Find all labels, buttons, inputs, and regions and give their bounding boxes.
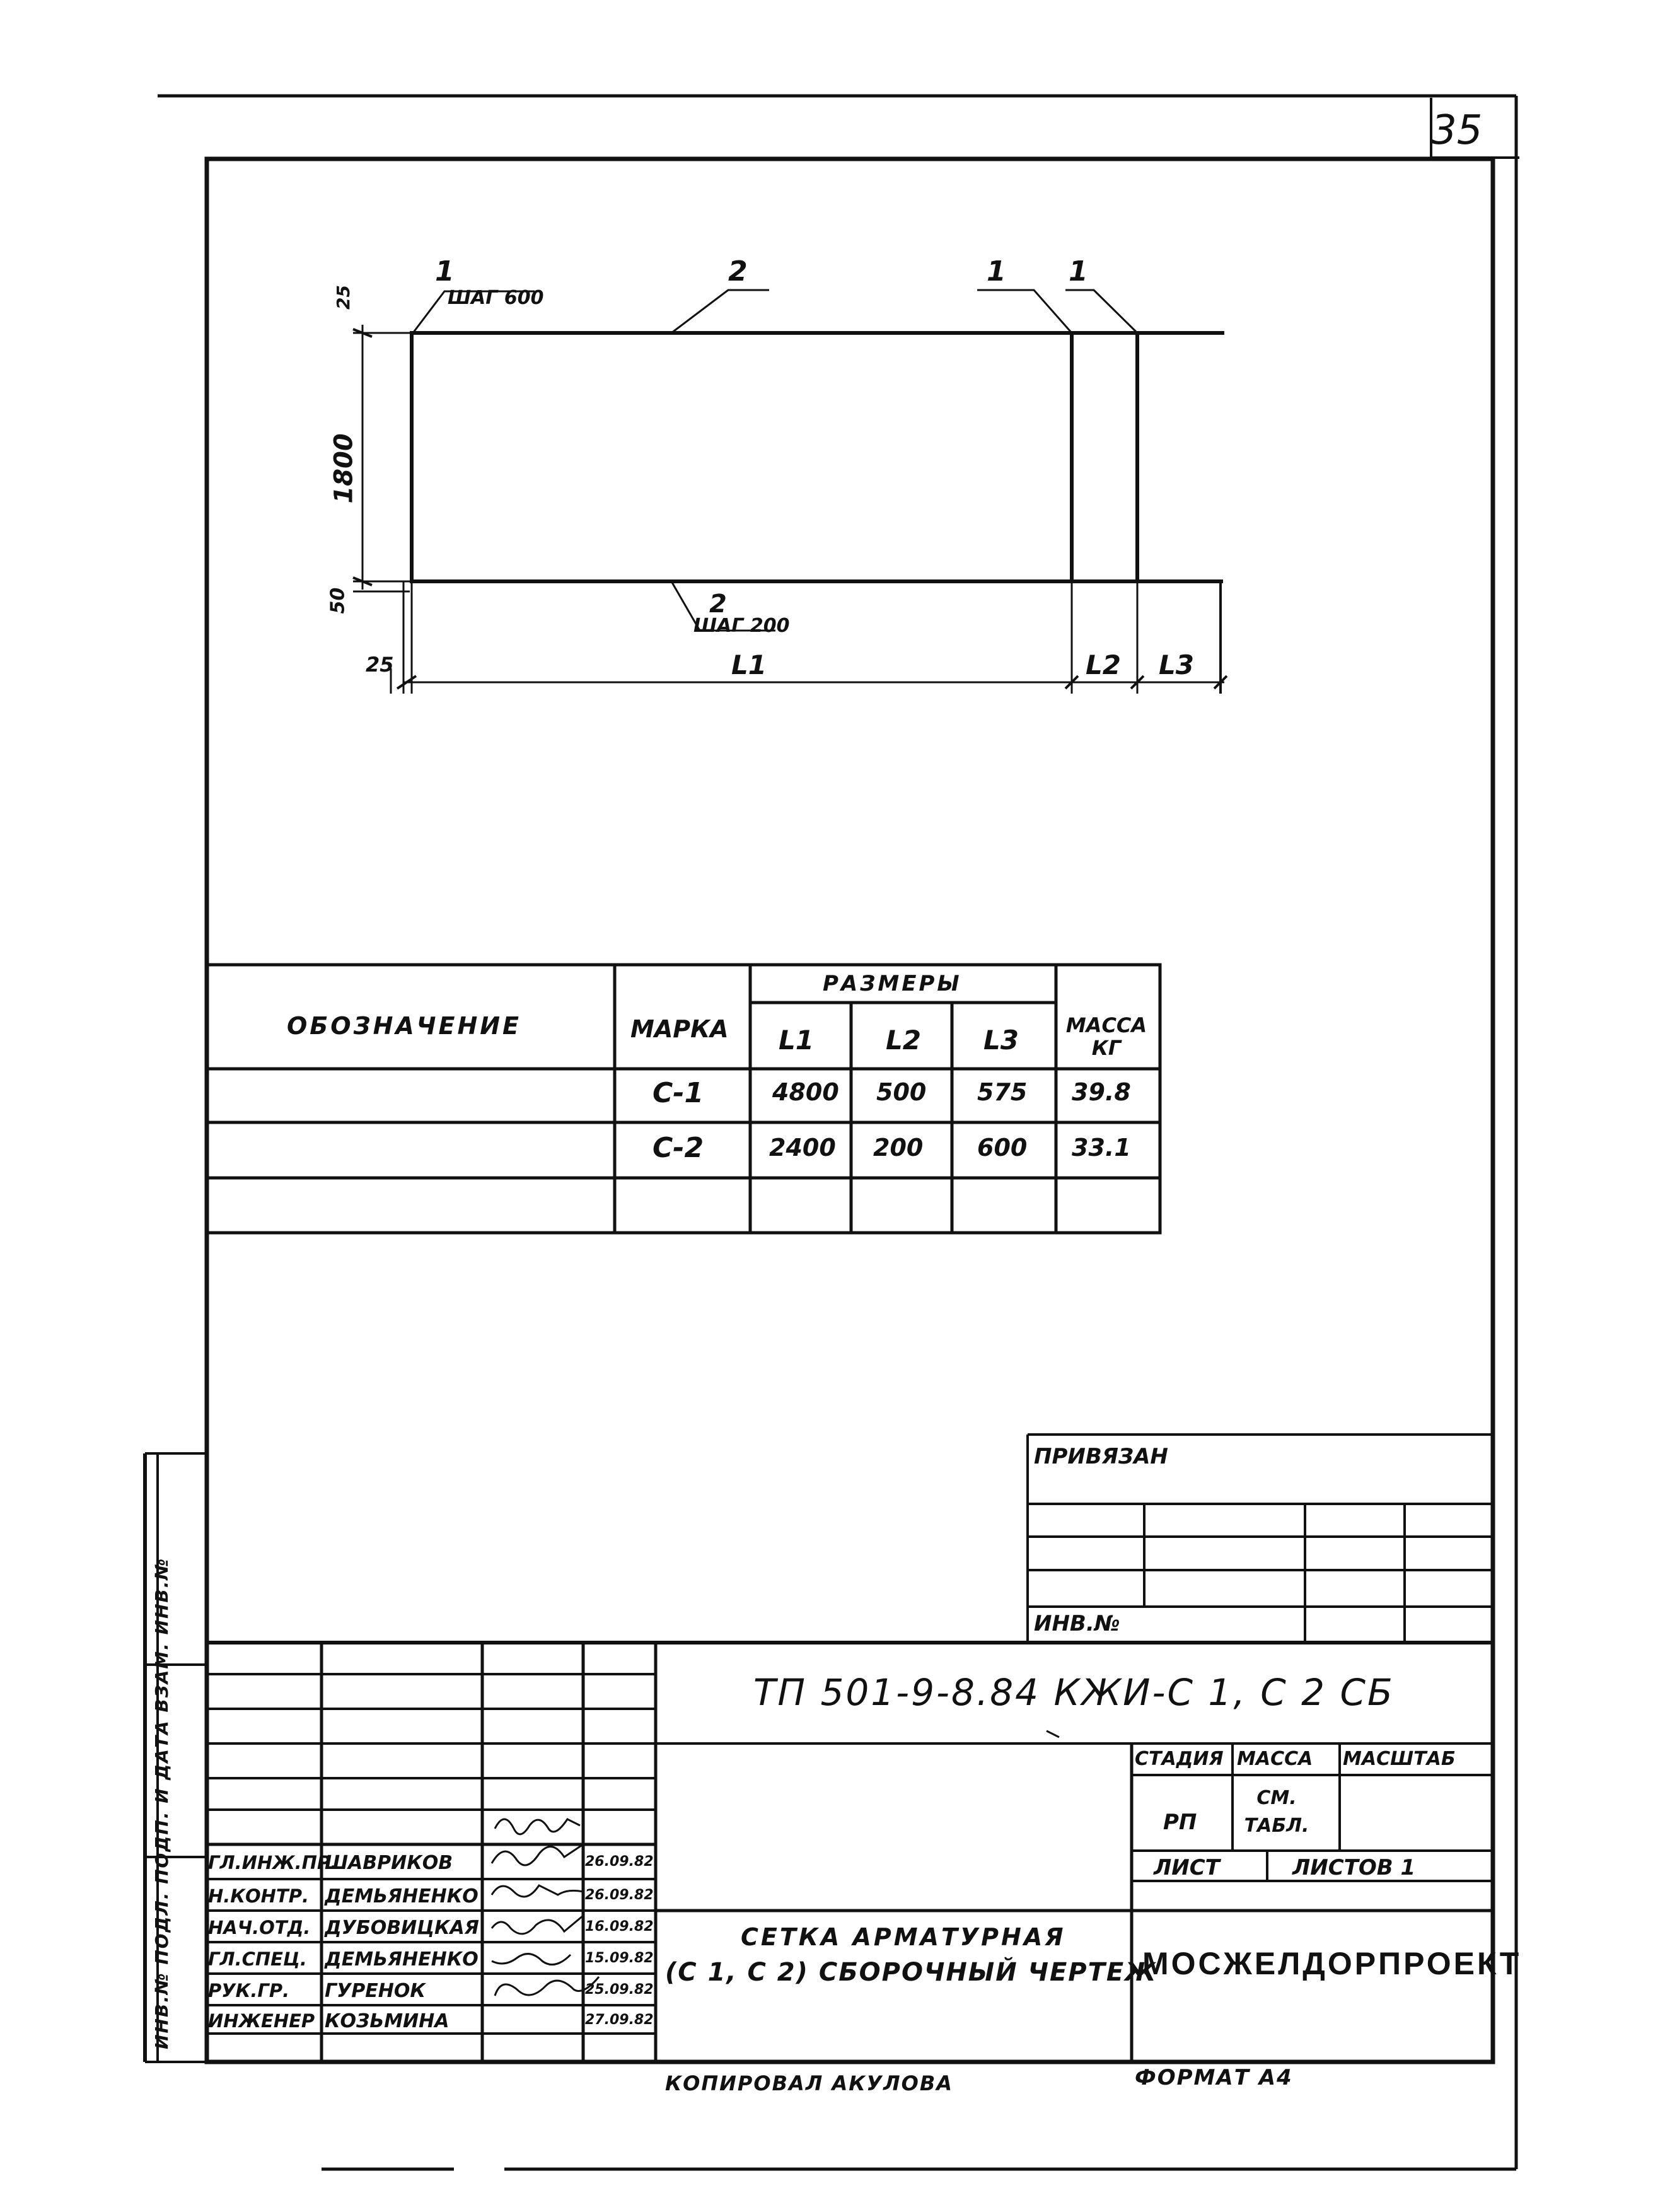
stage-label: СТАДИЯ	[1135, 1748, 1224, 1770]
staff-date-6: 27.09.82	[585, 2012, 654, 2028]
signature-4	[492, 1916, 583, 1934]
spec-header-l3: L3	[983, 1025, 1019, 1056]
callout-right-bar2-num: 1	[1069, 255, 1088, 288]
sheet-number: 35	[1431, 107, 1483, 154]
mass-label: МАССА	[1237, 1748, 1313, 1770]
document-code: ТП 501-9-8.84 КЖИ-С 1, С 2 СБ	[753, 1671, 1395, 1714]
spec-row-2-mass: 33.1	[1072, 1134, 1131, 1161]
spec-row-1-mass: 39.8	[1072, 1078, 1131, 1106]
spec-row-2-l1: 2400	[769, 1134, 836, 1161]
copied-by: КОПИРОВАЛ АКУЛОВА	[665, 2071, 953, 2095]
signature-5	[492, 1954, 571, 1965]
spec-row-1-l2: 500	[876, 1078, 927, 1106]
spec-row-1-l3: 575	[977, 1078, 1028, 1106]
callout-left-bar-label: ШАГ 600	[448, 287, 544, 309]
callout-right-bar1-num: 1	[987, 255, 1006, 288]
spec-header-l1: L1	[779, 1025, 814, 1056]
staff-name-3: ДУБОВИЦКАЯ	[325, 1917, 479, 1939]
doc-title-line1: СЕТКА АРМАТУРНАЯ	[741, 1923, 1066, 1951]
staff-name-2: ДЕМЬЯНЕНКО	[325, 1885, 478, 1907]
staff-name-1: ШАВРИКОВ	[325, 1852, 453, 1874]
binding-inv-label: ИНВ.№	[1034, 1611, 1120, 1636]
organization: МОСЖЕЛДОРПРОЕКТ	[1142, 1946, 1522, 1981]
stage-value: РП	[1163, 1810, 1197, 1835]
staff-role-2: Н.КОНТР.	[208, 1885, 309, 1907]
spec-row-1-mark: С-1	[652, 1077, 704, 1109]
signature-1	[495, 1819, 580, 1834]
staff-name-5: ГУРЕНОК	[325, 1980, 426, 2002]
spec-row-2-l3: 600	[977, 1134, 1028, 1161]
dim-bottom-offset: 50	[327, 587, 349, 614]
staff-name-6: КОЗЬМИНА	[325, 2010, 450, 2032]
signature-3	[492, 1885, 583, 1897]
spec-header-l2: L2	[886, 1025, 921, 1056]
dim-height: 1800	[329, 433, 359, 504]
mesh-drawing	[353, 290, 1227, 694]
staff-name-4: ДЕМЬЯНЕНКО	[325, 1948, 478, 1970]
mass-value: СМ. ТАБЛ.	[1244, 1787, 1309, 1837]
dim-l1: L1	[731, 649, 767, 680]
callout-bottom-bar-num: 2	[709, 590, 727, 619]
callout-top-bar-num: 2	[728, 255, 748, 288]
side-caption: ИНВ.№ ПОДЛ. ПОДП. И ДАТА ВЗАМ. ИНВ.№	[151, 1557, 172, 2049]
staff-role-1: ГЛ.ИНЖ.ПР.	[208, 1852, 338, 1873]
staff-date-3: 16.09.82	[585, 1919, 654, 1935]
doc-title-line2: (С 1, С 2) СБОРОЧНЫЙ ЧЕРТЕЖ	[665, 1958, 1157, 1987]
staff-date-5: 25.09.82	[585, 1982, 654, 1998]
staff-role-4: ГЛ.СПЕЦ.	[208, 1948, 307, 1970]
sheets-label: ЛИСТОВ 1	[1292, 1855, 1416, 1880]
binding-title: ПРИВЯЗАН	[1034, 1444, 1168, 1469]
dim-l2: L2	[1086, 649, 1121, 680]
dim-l3: L3	[1159, 649, 1194, 680]
spec-row-2-mark: С-2	[652, 1132, 704, 1164]
staff-date-1: 26.09.82	[585, 1854, 654, 1870]
spec-header-sizes: РАЗМЕРЫ	[823, 971, 962, 996]
scale-label: МАСШТАБ	[1343, 1748, 1456, 1770]
spec-header-mark: МАРКА	[630, 1015, 729, 1043]
staff-date-4: 15.09.82	[585, 1950, 654, 1966]
callout-bottom-bar-label: ШАГ 200	[693, 615, 790, 637]
spec-row-1-l1: 4800	[772, 1078, 839, 1106]
spec-header-mass: МАССА КГ	[1065, 1013, 1147, 1060]
signature-2	[492, 1844, 583, 1865]
dim-left-offset: 25	[366, 653, 394, 677]
dim-top-offset: 25	[332, 285, 354, 310]
format-label: ФОРМАТ А4	[1135, 2065, 1293, 2090]
spec-row-2-l2: 200	[873, 1134, 924, 1161]
staff-date-2: 26.09.82	[585, 1887, 654, 1903]
staff-role-6: ИНЖЕНЕР	[208, 2010, 315, 2032]
staff-role-5: РУК.ГР.	[208, 1980, 290, 2001]
staff-role-3: НАЧ.ОТД.	[208, 1917, 311, 1938]
callout-left-bar-num: 1	[435, 255, 455, 288]
sheet-label: ЛИСТ	[1154, 1855, 1220, 1880]
spec-header-designation: ОБОЗНАЧЕНИЕ	[287, 1012, 522, 1040]
